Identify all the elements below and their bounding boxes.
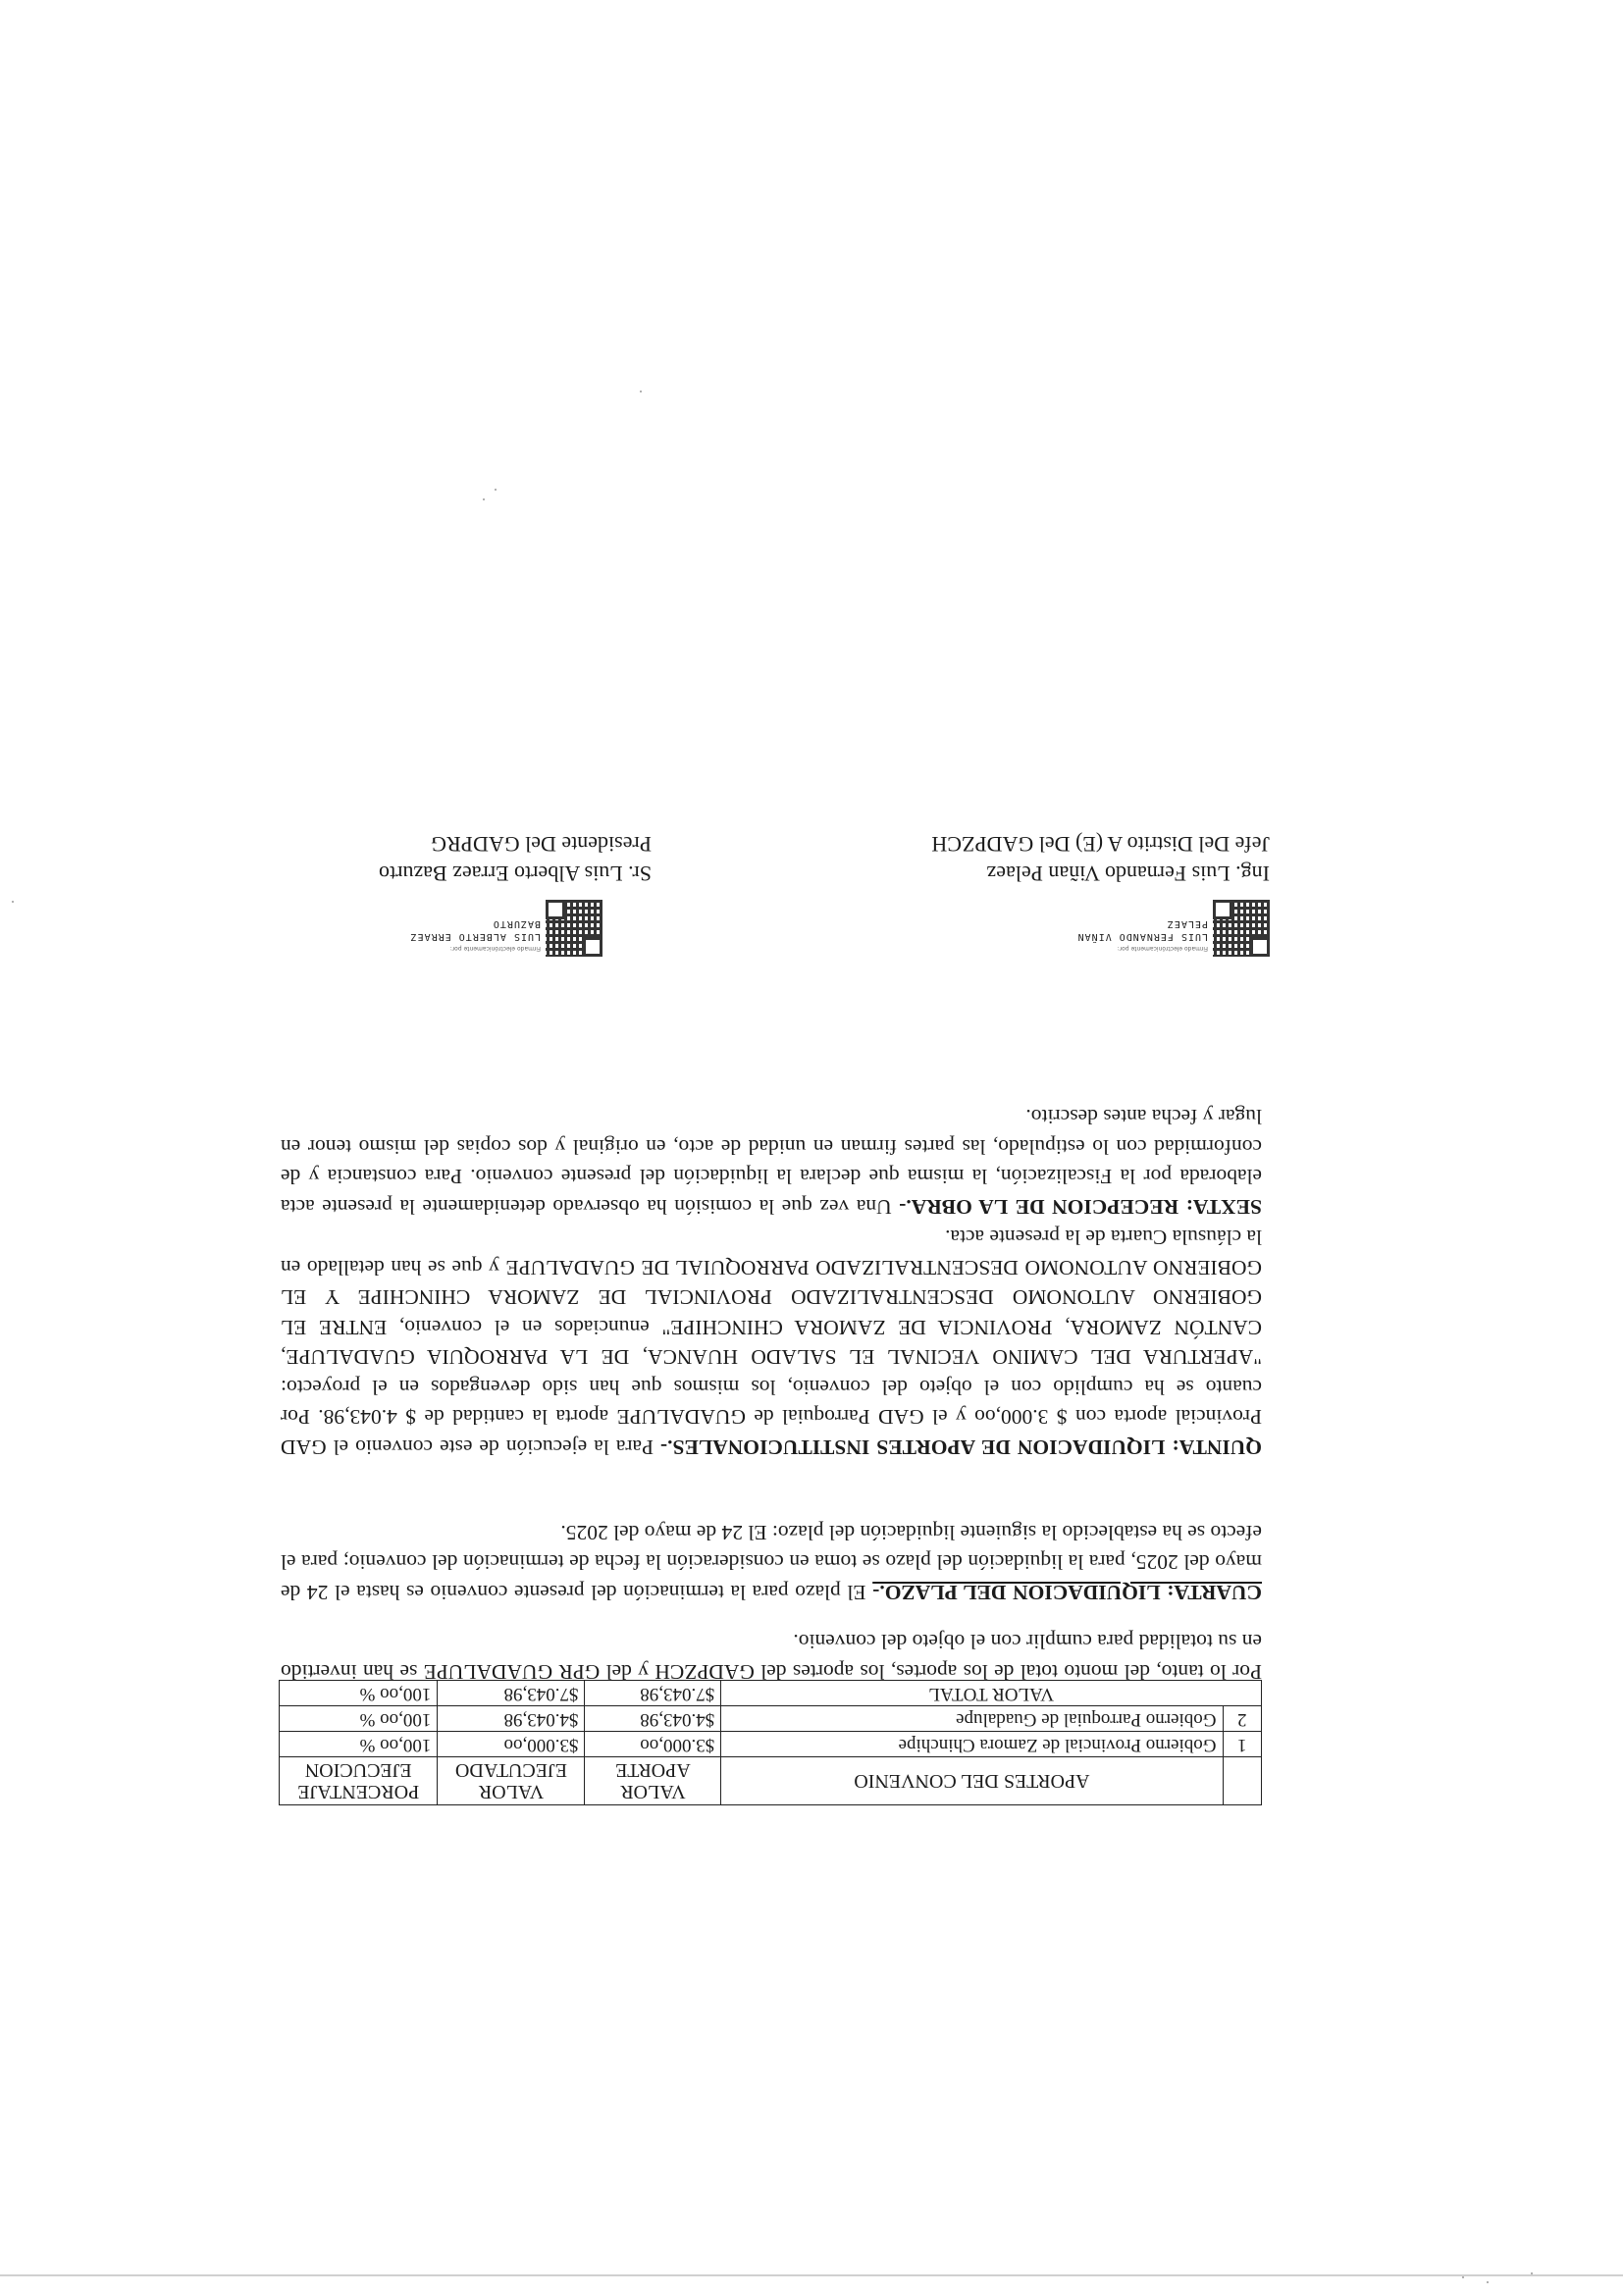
total-aporte: $7.043,98 [585, 1681, 721, 1706]
table-row [280, 1706, 1262, 1732]
signer-title-1: Jefe Del Distrito A (E) Del GADPZCH [931, 832, 1270, 857]
row-ejecutado: $3.000,oo [438, 1732, 585, 1757]
clause-quinta [281, 1223, 1262, 1462]
esig-name-line2: BAZURTO [492, 918, 541, 929]
scan-edge-line [0, 2274, 1623, 2276]
scan-speck [495, 489, 497, 491]
signer-name-1: Ing. Luis Fernando Viñan Pelaez [986, 861, 1270, 886]
qr-code-icon [546, 900, 602, 957]
quinta-body: Para la ejecución de este convenio el GAD Provincial aporta con $ 3.000,oo y el GAD Parroquial de GUADALUPE aporta la cantidad de $ 4.043,98. Por cuanto se ha cumplido con el objeto del convenio, los mismos que han sido devengados en el proyecto: "APERTURA DEL CAMINO VECINAL EL SALADO HUANCA, DE LA PARROQUIA GUADALUPE, CANTÓN ZAMORA, PROVINCIA DE ZAMORA CHINCHIPE" enunciados en el convenio, ENTRE EL GOBIERNO AUTONOMO DESCENTRALIZADO PROVINCIAL DE ZAMORA CHINCHIPE Y EL GOBIERNO AUTONOMO DESCENTRALIZADO PARROQUIAL DE GUADALUPE y que se han detallado en la cláusula Cuarta de la presente acta. [281, 1226, 1262, 1459]
table-row [280, 1732, 1262, 1757]
aportes-table [279, 1680, 1262, 1805]
signer-title-2: Presidente Del GADPRG [431, 832, 652, 857]
qr-code-icon [1213, 900, 1270, 957]
clause-cuarta [281, 1518, 1262, 1608]
scan-speck [1531, 2272, 1533, 2274]
total-ejecutado: $7.043,98 [438, 1681, 585, 1706]
esig-name-line1: LUIS FERNANDO VIÑAN [1076, 931, 1208, 942]
scan-speck [1462, 2276, 1464, 2278]
row-entity: Gobierno Provincial de Zamora Chinchipe [721, 1732, 1223, 1757]
row-porcentaje: 100,oo % [280, 1706, 438, 1732]
row-porcentaje: 100,oo % [280, 1732, 438, 1757]
total-label: VALOR TOTAL [721, 1681, 1262, 1706]
cuarta-heading: CUARTA: LIQUIDACION DEL PLAZO.- [872, 1581, 1262, 1604]
quinta-heading: QUINTA: LIQUIDACION DE APORTES INSTITUCIONALES.- [660, 1435, 1262, 1459]
total-porcentaje: 100,oo % [280, 1681, 438, 1706]
header-title: APORTES DEL CONVENIO [721, 1757, 1223, 1805]
paragraph-after-table: Por lo tanto, del monto total de los aportes, los aportes del GADPZCH y del GPR GUADALUPE se han invertido en su totalidad para cumplir con el objeto del convenio. [281, 1630, 1262, 1684]
header-porcentaje: PORCENTAJE EJECUCION [280, 1757, 438, 1805]
signer-name-2: Sr. Luis Alberto Erraez Bazurto [379, 861, 652, 886]
esig-name-line2: PELAEZ [1166, 918, 1208, 929]
row-number: 2 [1223, 1706, 1261, 1732]
row-ejecutado: $4.043,98 [438, 1706, 585, 1732]
table-header-row [280, 1757, 1262, 1805]
esig-caption: Firmado electrónicamente por: [449, 945, 541, 952]
clause-sexta [281, 1102, 1262, 1222]
scan-speck [12, 901, 14, 903]
esig-name-line1: LUIS ALBERTO ERRAEZ [409, 931, 541, 942]
header-blank [1223, 1757, 1261, 1805]
sexta-body: Una vez que la comisión ha observado detenidamente la presente acta elaborada por la Fiscalización, la misma que declara la liquidación del presente convenio. Para constancia y de conformidad con lo estipulado, las partes firman en unidad de acto, en original y dos copias del mismo tenor en lugar y fecha antes descrito. [281, 1105, 1262, 1219]
row-number: 1 [1223, 1732, 1261, 1757]
scan-speck [640, 391, 642, 392]
esig-caption: Firmado electrónicamente por: [1117, 945, 1208, 952]
cuarta-body: El plazo para la terminación del presente convenio es hasta el 24 de mayo del 2025, para la liquidación del plazo se toma en consideración la fecha de terminación del convenio; para el efecto se ha establecido la siguiente liquidación del plazo: El 24 de mayo del 2025. [281, 1521, 1262, 1604]
sexta-heading: SEXTA: RECEPCION DE LA OBRA.- [899, 1195, 1262, 1219]
scan-speck [1487, 2281, 1489, 2283]
scan-speck [483, 498, 485, 500]
header-aporte: VALOR APORTE [585, 1757, 721, 1805]
row-aporte: $4.043,98 [585, 1706, 721, 1732]
row-aporte: $3.000,oo [585, 1732, 721, 1757]
header-ejecutado: VALOR EJECUTADO [438, 1757, 585, 1805]
row-entity: Gobierno Parroquial de Guadalupe [721, 1706, 1223, 1732]
